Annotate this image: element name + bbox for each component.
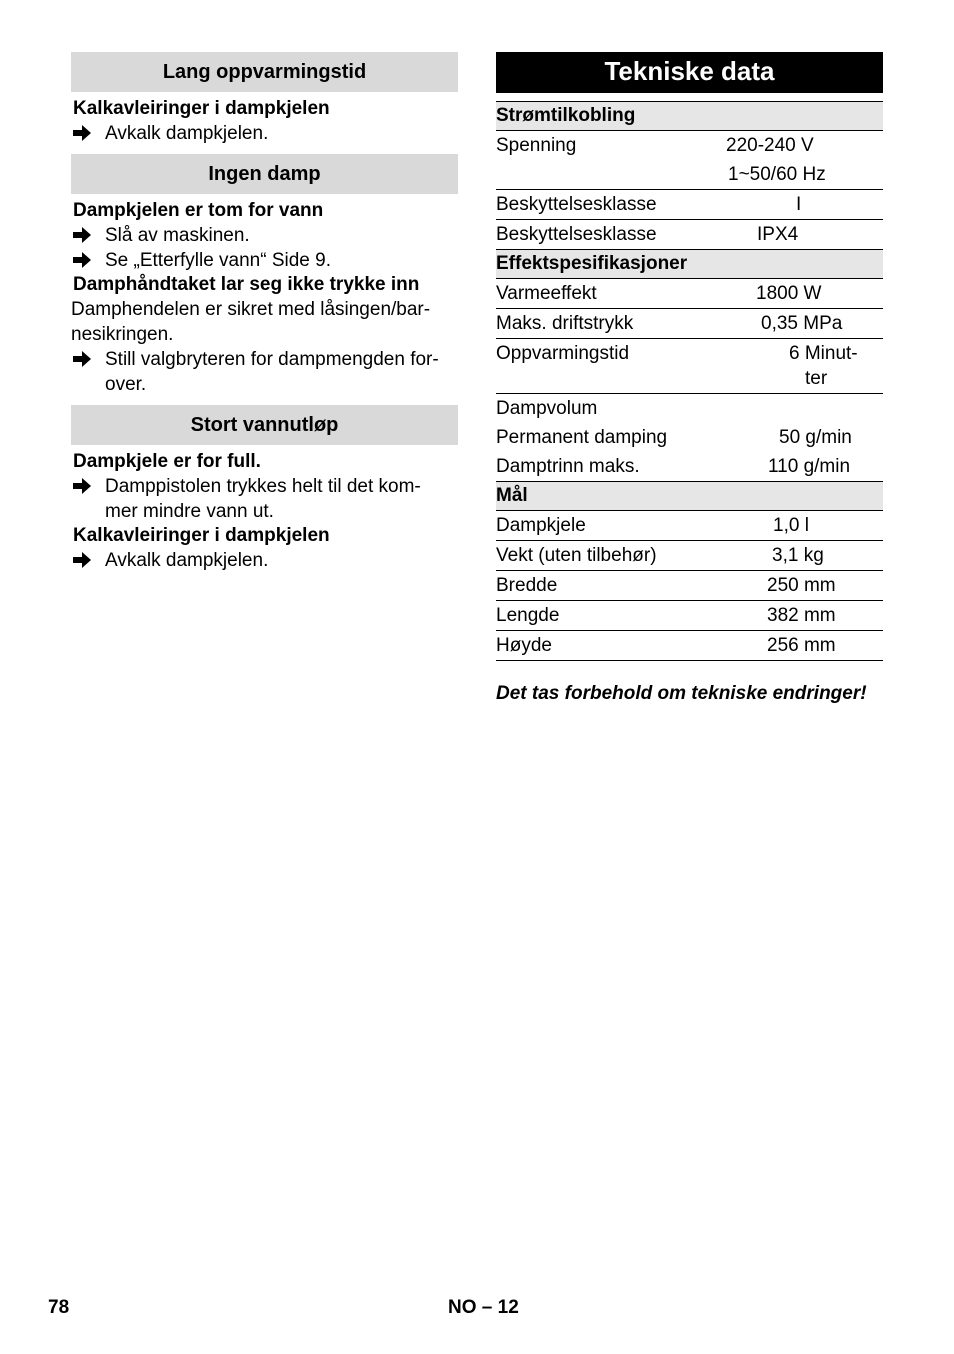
spec-value-line: IPX4 [757,224,799,245]
action-line: Damppistolen trykkes helt til det kom- [105,476,421,497]
spec-group-name: Effektspesifikasjoner [496,250,883,279]
subheading: Kalkavleiringer i dampkjelen [73,525,330,546]
spec-label: Beskyttelsesklasse [496,190,726,220]
spec-value-line: 1~50/60 Hz [728,164,826,185]
spec-row [496,339,883,394]
spec-value [726,423,883,452]
action-line: over. [105,374,147,395]
action-item [71,347,458,397]
spec-value-line: 256 mm [767,635,836,656]
spec-row [496,511,883,541]
spec-value [726,160,883,190]
action-item [71,248,458,273]
spec-group-header [496,102,883,131]
spec-row [496,190,883,220]
arrow-right-icon [71,248,105,273]
action-item [71,548,458,573]
troubleshooting-column [71,52,458,573]
section-heading: Stort vannutløp [71,405,458,445]
technical-data-title: Tekniske data [496,52,883,93]
spec-value-line: 250 mm [767,575,836,596]
spec-row [496,541,883,571]
spec-value [726,394,883,424]
action-text [105,121,268,146]
action-line: Avkalk dampkjelen. [105,550,269,571]
technical-data-column [496,52,883,706]
spec-value [726,339,883,394]
spec-value [726,190,883,220]
page-code: NO – 12 [448,1297,519,1318]
spec-row [496,571,883,601]
action-text [105,248,331,273]
arrow-right-icon [71,548,105,573]
spec-value [726,309,883,339]
spec-row [496,131,883,161]
spec-value [726,279,883,309]
spec-row [496,423,883,452]
spec-label [496,160,726,190]
spec-value-line: 382 mm [767,605,836,626]
arrow-right-icon [71,347,105,397]
spec-value-line: ter [805,368,828,389]
action-item [71,474,458,524]
page-number: 78 [48,1297,70,1318]
action-item [71,121,458,146]
spec-row [496,160,883,190]
paragraph [71,297,458,347]
spec-label: Dampvolum [496,398,598,419]
action-line: Slå av maskinen. [105,225,250,246]
action-line: Avkalk dampkjelen. [105,123,269,144]
action-line: Se „Etterfylle vann“ Side 9. [105,250,331,271]
spec-value [726,220,883,250]
spec-value [726,511,883,541]
spec-label: Dampkjele [496,511,726,541]
spec-label: Varmeeffekt [496,279,726,309]
subheading: Dampkjelen er tom for vann [73,200,324,221]
section-heading: Lang oppvarmingstid [71,52,458,92]
spec-label: Maks. driftstrykk [496,309,726,339]
paragraph-line: nesikringen. [71,324,174,345]
spec-label: Lengde [496,601,726,631]
spec-value-line: I [796,194,802,215]
spec-value-line: 6 Minut- [789,343,858,364]
spec-row [496,394,883,424]
action-text [105,548,268,573]
spec-label: Permanent damping [496,427,668,448]
spec-group-name: Mål [496,482,883,511]
spec-value-line: 3,1 kg [772,545,824,566]
spec-label: Oppvarmingstid [496,339,726,394]
spec-value [726,541,883,571]
action-text [105,347,439,397]
technical-changes-note: Det tas forbehold om tekniske endringer! [496,683,867,704]
spec-value-line: 1800 W [756,283,822,304]
spec-label: Damptrinn maks. [496,456,640,477]
action-line: Still valgbryteren for dampmengden for- [105,349,439,370]
spec-row [496,601,883,631]
subheading: Kalkavleiringer i dampkjelen [73,98,330,119]
spec-group-name: Strømtilkobling [496,102,883,131]
spec-row [496,631,883,661]
subheading: Damphåndtaket lar seg ikke trykke inn [73,274,420,295]
subheading: Dampkjele er for full. [73,451,261,472]
paragraph-line: Damphendelen er sikret med låsingen/bar- [71,299,431,320]
spec-value-line: 110 g/min [768,456,851,477]
action-item [71,223,458,248]
section-heading: Ingen damp [71,154,458,194]
spec-label: Vekt (uten tilbehør) [496,541,726,571]
spec-row [496,220,883,250]
spec-row [496,452,883,482]
spec-value-line: 220-240 V [726,135,814,156]
spec-value-line: 0,35 MPa [761,313,843,334]
spec-value [726,631,883,661]
arrow-right-icon [71,474,105,524]
spec-label: Beskyttelsesklasse [496,220,726,250]
spec-table [496,101,883,661]
arrow-right-icon [71,223,105,248]
action-text [105,474,421,524]
spec-value [726,452,883,482]
spec-value [726,131,883,161]
spec-value [726,571,883,601]
spec-group-header [496,250,883,279]
spec-label: Bredde [496,571,726,601]
spec-label: Høyde [496,631,726,661]
spec-row [496,309,883,339]
spec-value-line: 50 g/min [779,427,852,448]
action-text [105,223,250,248]
arrow-right-icon [71,121,105,146]
spec-row [496,279,883,309]
spec-label: Spenning [496,135,577,156]
spec-value [726,601,883,631]
spec-value-line: 1,0 l [773,515,809,536]
action-line: mer mindre vann ut. [105,501,274,522]
spec-group-header [496,482,883,511]
